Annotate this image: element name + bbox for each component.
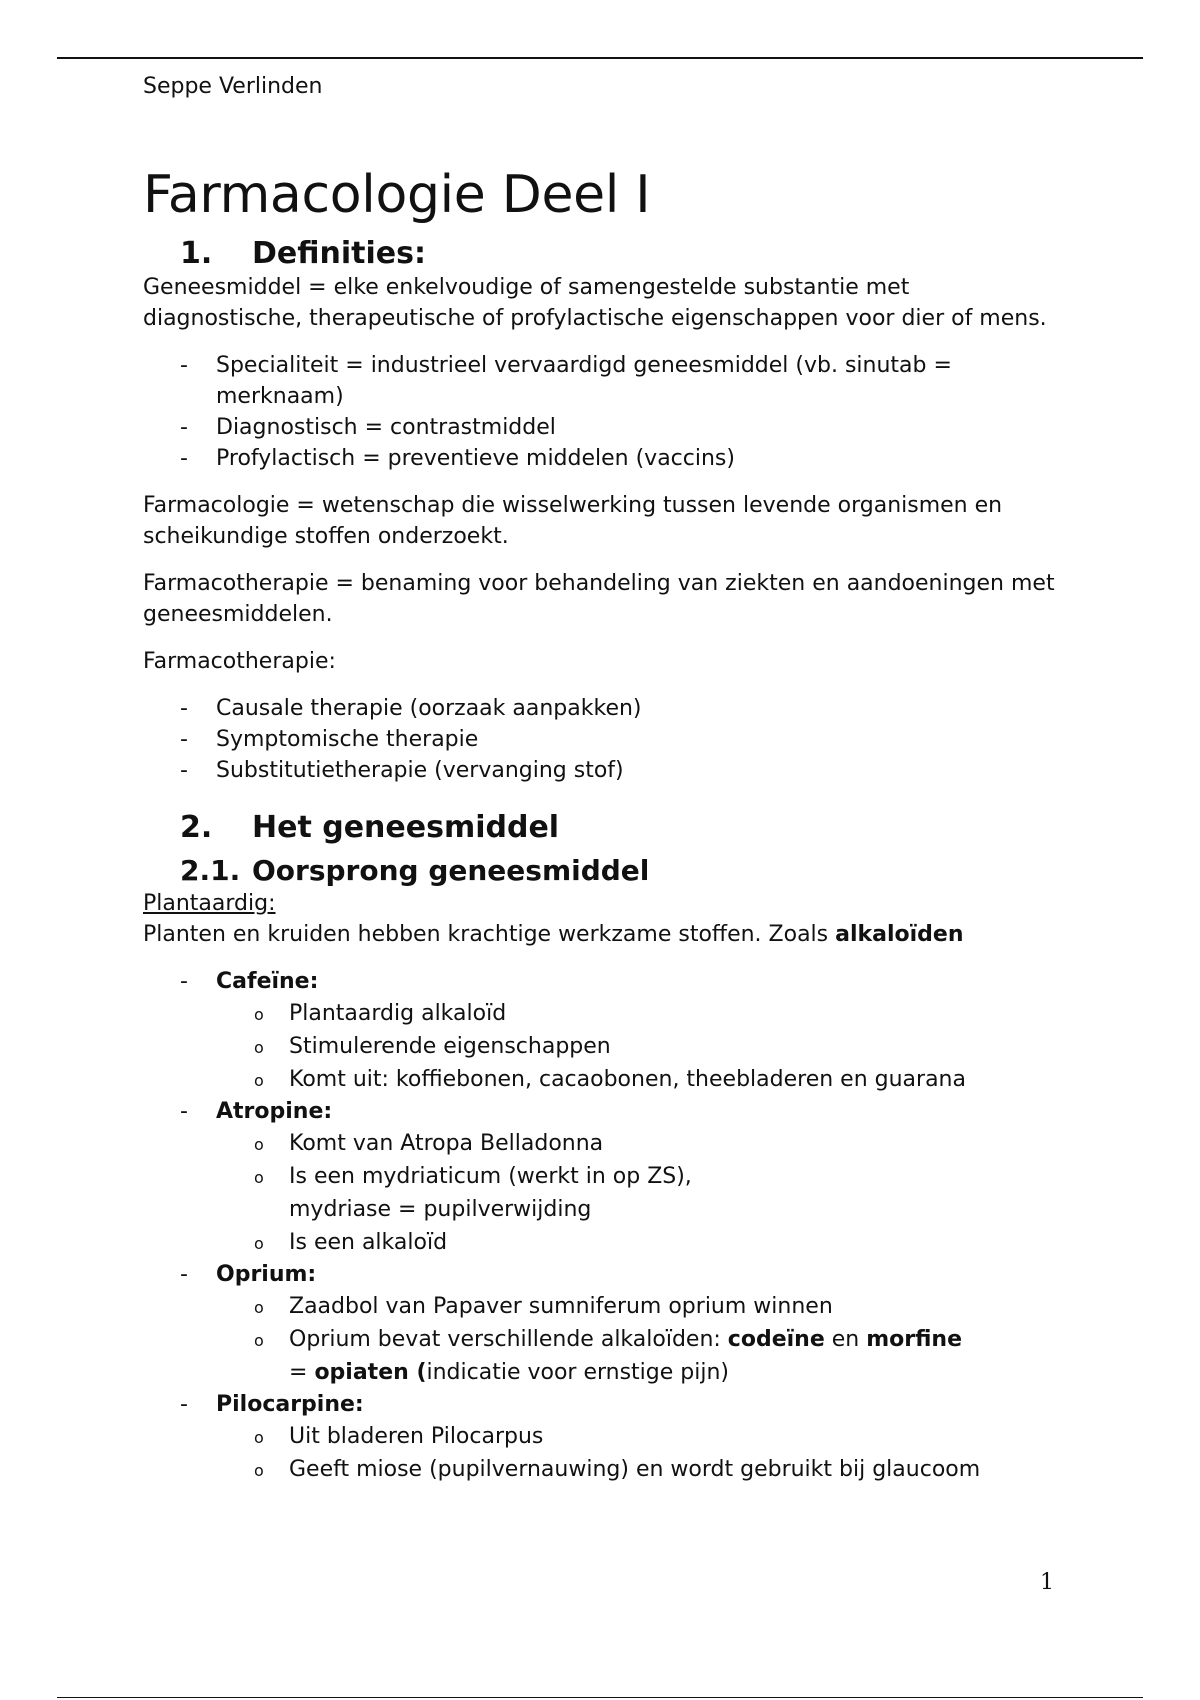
circle-bullet: o — [254, 1135, 264, 1154]
sublist-item-text: Plantaardig alkaloïd — [289, 1001, 507, 1026]
term-codeine: codeïne — [727, 1327, 825, 1352]
intro-bold-term: alkaloïden — [835, 922, 964, 947]
document-title: Farmacologie Deel I — [143, 165, 651, 225]
circle-bullet: o — [254, 1234, 264, 1253]
sublist-item-text: Stimulerende eigenschappen — [289, 1034, 611, 1059]
sublist-atropine — [216, 1127, 1073, 1259]
sublist-item — [143, 1030, 1073, 1063]
definition-farmacotherapie: Farmacotherapie = benaming voor behandeling van ziekten en aandoeningen met geneesmiddelen. — [143, 571, 1055, 627]
page-number: 1 — [1040, 1570, 1054, 1595]
circle-bullet: o — [254, 1071, 264, 1090]
dash-bullet: - — [180, 696, 188, 721]
dash-bullet: - — [180, 727, 188, 752]
dash-bullet: - — [180, 969, 188, 994]
footer-rule — [57, 1697, 1143, 1698]
sublist-item-text-continued: mydriase = pupilverwijding — [289, 1197, 592, 1222]
list-item-cafeine — [143, 966, 1073, 1096]
section-2-1-number: 2.1. — [180, 854, 241, 887]
term-pilocarpine: Pilocarpine: — [216, 1392, 364, 1417]
sublist-pilocarpine — [216, 1420, 1073, 1486]
list-item-text: Diagnostisch = contrastmiddel — [216, 415, 556, 440]
list-plantaardige-stoffen — [143, 966, 1073, 1486]
list-item — [143, 443, 1073, 474]
intro-plantaardig — [143, 919, 1073, 950]
sublist-item — [143, 1453, 1073, 1486]
circle-bullet: o — [254, 1331, 264, 1350]
sublist-item-text: = — [289, 1360, 315, 1385]
dash-bullet: - — [180, 1392, 188, 1417]
term-oprium: Oprium: — [216, 1262, 317, 1287]
sublist-item — [143, 1226, 1073, 1259]
list-item — [143, 755, 1073, 786]
term-morfine: morfine — [866, 1327, 962, 1352]
sublist-item-text: Oprium bevat verschillende alkaloïden: — [289, 1327, 728, 1352]
sublist-item-text: en — [824, 1327, 867, 1352]
sublist-item-text: indicatie voor ernstige pijn) — [426, 1360, 729, 1385]
section-2-heading — [143, 810, 1073, 846]
sublist-oprium — [216, 1290, 1073, 1389]
term-cafeine: Cafeïne: — [216, 969, 319, 994]
document-body — [143, 72, 1073, 1486]
sublist-item — [143, 1063, 1073, 1096]
circle-bullet: o — [254, 1298, 264, 1317]
list-item — [143, 693, 1073, 724]
term-opiaten: opiaten ( — [314, 1360, 427, 1385]
subheading-plantaardig: Plantaardig: — [143, 891, 276, 916]
list-item — [143, 724, 1073, 755]
intro-text: Planten en kruiden hebben krachtige werkzame stoffen. Zoals — [143, 922, 836, 947]
circle-bullet: o — [254, 1005, 264, 1024]
sublist-item-text: Komt uit: koffiebonen, cacaobonen, theebladeren en guarana — [289, 1067, 966, 1092]
sublist-item-text: Komt van Atropa Belladonna — [289, 1131, 604, 1156]
sublist-item-text: Is een mydriaticum (werkt in op ZS), — [289, 1164, 692, 1189]
sublist-item — [143, 1127, 1073, 1160]
dash-bullet: - — [180, 353, 188, 378]
dash-bullet: - — [180, 1099, 188, 1124]
sublist-item — [143, 1420, 1073, 1453]
header-rule — [57, 57, 1143, 59]
sublist-item — [143, 1323, 1073, 1389]
section-2-1-label: Oorsprong geneesmiddel — [252, 854, 650, 887]
sublist-item-text: Geeft miose (pupilvernauwing) en wordt gebruikt bij glaucoom — [289, 1457, 981, 1482]
list-item — [143, 350, 1073, 412]
list-item-oprium — [143, 1259, 1073, 1389]
sublist-item-text: Is een alkaloïd — [289, 1230, 448, 1255]
dash-bullet: - — [180, 415, 188, 440]
spacer — [143, 474, 1073, 490]
section-2-1-heading — [143, 854, 1073, 888]
author-name: Seppe Verlinden — [143, 74, 323, 99]
sublist-item-text: Uit bladeren Pilocarpus — [289, 1424, 544, 1449]
list-item-text: Symptomische therapie — [216, 727, 479, 752]
spacer — [143, 677, 1073, 693]
spacer — [143, 334, 1073, 350]
sublist-item — [143, 1160, 1073, 1226]
dash-bullet: - — [180, 758, 188, 783]
dash-bullet: - — [180, 446, 188, 471]
circle-bullet: o — [254, 1461, 264, 1480]
section-1-number: 1. — [180, 236, 213, 271]
section-1-label: Definities: — [252, 236, 426, 271]
sublist-cafeine — [216, 997, 1073, 1096]
spacer — [143, 950, 1073, 966]
list-item-text: Profylactisch = preventieve middelen (vaccins) — [216, 446, 735, 471]
list-geneesmiddel-types — [143, 350, 1073, 474]
definition-geneesmiddel: Geneesmiddel = elke enkelvoudige of samengestelde substantie met diagnostische, therapeutische of profylactische eigenschappen voor dier of mens. — [143, 275, 1047, 331]
term-atropine: Atropine: — [216, 1099, 333, 1124]
circle-bullet: o — [254, 1428, 264, 1447]
list-item-text: Causale therapie (oorzaak aanpakken) — [216, 696, 642, 721]
definition-farmacologie: Farmacologie = wetenschap die wisselwerking tussen levende organismen en scheikundige stoffen onderzoekt. — [143, 493, 1003, 549]
list-therapie-types — [143, 693, 1073, 786]
dash-bullet: - — [180, 1262, 188, 1287]
sublist-item — [143, 1290, 1073, 1323]
list-item-atropine — [143, 1096, 1073, 1259]
spacer — [143, 552, 1073, 568]
section-2-label: Het geneesmiddel — [252, 810, 560, 845]
section-1-heading — [143, 236, 1073, 272]
farmacotherapie-label: Farmacotherapie: — [143, 649, 336, 674]
sublist-item — [143, 997, 1073, 1030]
spacer — [143, 630, 1073, 646]
sublist-item-text: Zaadbol van Papaver sumniferum oprium winnen — [289, 1294, 833, 1319]
list-item-pilocarpine — [143, 1389, 1073, 1486]
list-item-text: Specialiteit = industrieel vervaardigd geneesmiddel (vb. sinutab = merknaam) — [216, 353, 952, 409]
circle-bullet: o — [254, 1168, 264, 1187]
list-item-text: Substitutietherapie (vervanging stof) — [216, 758, 624, 783]
list-item — [143, 412, 1073, 443]
title-block — [143, 102, 1073, 228]
circle-bullet: o — [254, 1038, 264, 1057]
section-2-number: 2. — [180, 810, 213, 845]
